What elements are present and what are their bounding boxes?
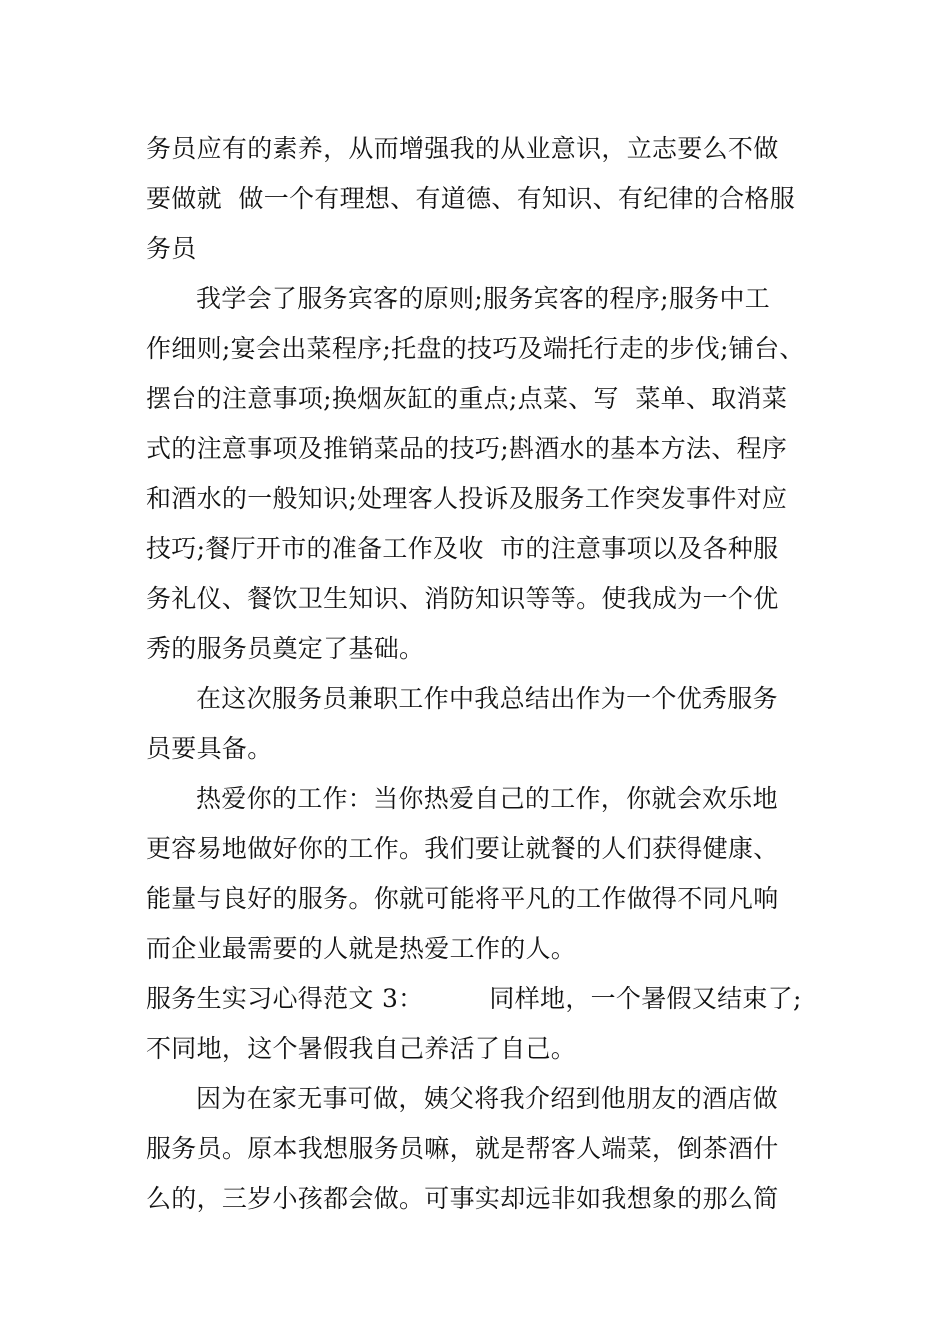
section-heading-line: 服务生实习心得范文 3： 同样地，一个暑假又结束了; (146, 984, 802, 1013)
paragraph-line: 作细则;宴会出菜程序;托盘的技巧及端托行走的步伐;铺台、 (146, 334, 805, 363)
paragraph-line: 式的注意事项及推销菜品的技巧;斟酒水的基本方法、程序 (146, 434, 788, 463)
paragraph-line: 不同地，这个暑假我自己养活了自己。 (146, 1034, 577, 1063)
paragraph-line: 在这次服务员兼职工作中我总结出作为一个优秀服务 (196, 684, 778, 713)
paragraph-line: 能量与良好的服务。你就可能将平凡的工作做得不同凡响 (146, 884, 779, 913)
paragraph-line: 因为在家无事可做，姨父将我介绍到他朋友的酒店做 (196, 1084, 778, 1113)
paragraph-line: 服务员。原本我想服务员嘛，就是帮客人端菜，倒茶酒什 (146, 1134, 779, 1163)
paragraph-line: 务员 (146, 234, 197, 263)
paragraph-line: 秀的服务员奠定了基础。 (146, 634, 425, 663)
paragraph-line: 更容易地做好你的工作。我们要让就餐的人们获得健康、 (146, 834, 779, 863)
paragraph-line: 技巧;餐厅开市的准备工作及收 市的注意事项以及各种服 (146, 534, 779, 563)
paragraph-line: 热爱你的工作：当你热爱自己的工作，你就会欢乐地 (196, 784, 778, 813)
paragraph-line: 要做就 做一个有理想、有道德、有知识、有纪律的合格服 (146, 184, 795, 213)
paragraph-line: 我学会了服务宾客的原则;服务宾客的程序;服务中工 (196, 284, 771, 313)
paragraph-line: 务礼仪、餐饮卫生知识、消防知识等等。使我成为一个优 (146, 584, 779, 613)
paragraph-line: 员要具备。 (146, 734, 273, 763)
paragraph-line: 摆台的注意事项;换烟灰缸的重点;点菜、写 菜单、取消菜 (146, 384, 788, 413)
paragraph-line: 而企业最需要的人就是热爱工作的人。 (146, 934, 577, 963)
paragraph-line: 么的，三岁小孩都会做。可事实却远非如我想象的那么简 (146, 1184, 779, 1213)
paragraph-line: 务员应有的素养，从而增强我的从业意识，立志要么不做 (146, 134, 779, 163)
paragraph-line: 和酒水的一般知识;处理客人投诉及服务工作突发事件对应 (146, 484, 788, 513)
